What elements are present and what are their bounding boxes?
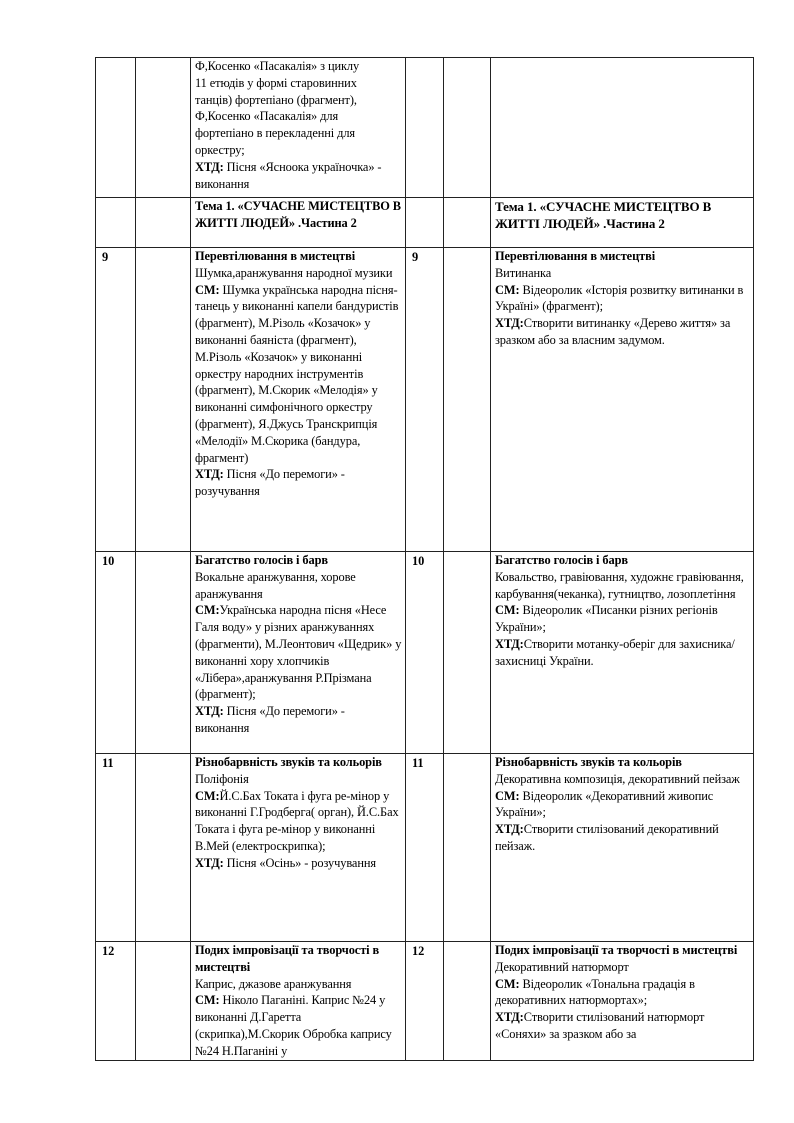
art-lesson-subtitle: Витинанка xyxy=(495,265,552,280)
music-lesson-subtitle: Каприс, джазове аранжування xyxy=(195,976,352,991)
htd-text: Пісня «Ясноока україночка» - виконання xyxy=(195,159,382,191)
cm-label: СМ: xyxy=(195,603,220,618)
lesson-number-music: 11 xyxy=(96,754,136,942)
lesson-number-music: 12 xyxy=(96,942,136,1061)
date-cell-music xyxy=(136,942,191,1061)
art-lesson-subtitle: Декоративна композиція, декоративний пейзаж xyxy=(495,771,740,786)
music-theme-title: Тема 1. «СУЧАСНЕ МИСТЕЦТВО В ЖИТТІ ЛЮДЕЙ» .Частина 2 xyxy=(191,198,406,248)
htd-label: ХТД: xyxy=(495,1010,524,1025)
lesson-number-art xyxy=(406,58,444,198)
music-lesson-title: Подих імпровізації та творчості в мистецтві xyxy=(195,943,380,974)
cm-text: Й.С.Бах Токата і фуга ре-мінор у виконанні Г.Гродберга( орган), Й.С.Бах Токата і фуга ре-мінор у виконанні В.Мей (електроскрипка); xyxy=(195,788,399,853)
htd-label: ХТД: xyxy=(495,316,524,331)
cm-label: СМ: xyxy=(195,282,220,297)
htd-label: ХТД: xyxy=(195,704,224,719)
htd-text: Створити мотанку-оберіг для захисника/захисниці України. xyxy=(495,636,735,668)
htd-label: ХТД: xyxy=(195,467,224,482)
cm-text: Відеоролик «Декоративний живопис України»; xyxy=(495,788,714,820)
music-content-cell xyxy=(191,754,406,942)
htd-text: Пісня «До перемоги» - розучування xyxy=(195,467,345,499)
cm-label: СМ: xyxy=(495,603,520,618)
date-cell-music xyxy=(136,248,191,552)
table-row-lesson-11 xyxy=(96,754,754,942)
empty-cell xyxy=(136,198,191,248)
date-cell-art xyxy=(444,248,491,552)
date-cell-art xyxy=(444,58,491,198)
music-lesson-subtitle: Вокальне аранжування, хорове аранжування xyxy=(195,569,356,601)
music-text-line: танців) фортепіано (фрагмент), xyxy=(195,92,357,107)
htd-text: Створити стилізований натюрморт «Соняхи» за зразком або за xyxy=(495,1010,705,1041)
date-cell-music xyxy=(136,58,191,198)
curriculum-page xyxy=(95,57,753,1061)
table-row-continuation xyxy=(96,58,754,198)
lesson-number-art: 11 xyxy=(406,754,444,942)
cm-text: Ніколо Паганіні. Каприс №24 у виконанні Д.Гаретта (скрипка),М.Скорик Обробка капрису №24 Н.Паганіні у xyxy=(195,993,392,1058)
table-row-lesson-9 xyxy=(96,248,754,552)
table-row-lesson-12 xyxy=(96,942,754,1061)
art-theme-title: Тема 1. «СУЧАСНЕ МИСТЕЦТВО В ЖИТТІ ЛЮДЕЙ» .Частина 2 xyxy=(491,198,754,248)
art-content-cell xyxy=(491,58,754,198)
htd-text: Створити витинанку «Дерево життя» за зразком або за власним задумом. xyxy=(495,316,731,347)
htd-text: Пісня «До перемоги» - виконання xyxy=(195,704,345,735)
art-content-cell xyxy=(491,942,754,1061)
htd-label: ХТД: xyxy=(195,855,224,870)
cm-text: Відеоролик «Тональна градація в декоративних натюрмортах»; xyxy=(495,976,695,1008)
cm-label: СМ: xyxy=(495,976,520,991)
htd-label: ХТД: xyxy=(495,636,524,651)
music-content-cell xyxy=(191,248,406,552)
empty-cell xyxy=(406,198,444,248)
cm-text: Відеоролик «Писанки різних регіонів України»; xyxy=(495,603,718,635)
art-lesson-subtitle: Ковальство, гравіювання, художнє гравіювання, карбування(чеканка), гутництво, лозоплетіння xyxy=(495,569,744,601)
cm-text: Шумка українська народна пісня-танець у виконанні капели бандуристів (фрагмент), М.Різоль «Козачок» у виконанні баяніста (фрагмент), М.Різоль «Козачок» у виконанні оркестру народних інструментів (фрагмент), М.Скорик «Мелодія» у виконанні симфонічного оркестру (фрагмент), Я.Джусь Транскрипція «Мелодії» М.Скорика (бандура, фрагмент) xyxy=(195,282,399,465)
lesson-number-art: 10 xyxy=(406,552,444,754)
art-lesson-title: Багатство голосів і барв xyxy=(495,553,628,567)
date-cell-art xyxy=(444,552,491,754)
art-content-cell xyxy=(491,248,754,552)
htd-label: ХТД: xyxy=(495,822,524,837)
cm-label: СМ: xyxy=(495,788,520,803)
htd-label: ХТД: xyxy=(195,159,224,174)
date-cell-music xyxy=(136,754,191,942)
empty-cell xyxy=(444,198,491,248)
cm-text: Відеоролик «Історія розвитку витинанки в Україні» (фрагмент); xyxy=(495,282,744,314)
music-content-cell xyxy=(191,552,406,754)
art-lesson-title: Перевтілювання в мистецтві xyxy=(495,249,656,263)
music-lesson-subtitle: Поліфонія xyxy=(195,771,249,786)
music-lesson-title: Перевтілювання в мистецтві xyxy=(195,249,356,263)
date-cell-art xyxy=(444,942,491,1061)
art-lesson-title: Різнобарвність звуків та кольорів xyxy=(495,755,682,769)
table-row-lesson-10 xyxy=(96,552,754,754)
music-text-line: Ф,Косенко «Пасакалія» для xyxy=(195,109,339,124)
art-content-cell xyxy=(491,754,754,942)
art-lesson-title: Подих імпровізації та творчості в мистецтві xyxy=(495,943,738,957)
cm-label: СМ: xyxy=(495,282,520,297)
cm-label: СМ: xyxy=(195,993,220,1008)
date-cell-art xyxy=(444,754,491,942)
curriculum-table xyxy=(95,57,754,1061)
cm-text: Українська народна пісня «Несе Галя воду» у різних аранжуваннях (фрагменти), М.Леонтович «Щедрик» у виконанні хору хлопчиків «Лібера»,аранжування Р.Прізмана (фрагмент); xyxy=(195,603,402,702)
music-lesson-title: Різнобарвність звуків та кольорів xyxy=(195,755,382,769)
music-content-cell xyxy=(191,58,406,198)
cm-label: СМ: xyxy=(195,788,220,803)
music-text-line: Ф,Косенко «Пасакалія» з циклу xyxy=(195,59,360,73)
lesson-number-art: 12 xyxy=(406,942,444,1061)
htd-text: Пісня «Осінь» - розучування xyxy=(223,855,376,870)
music-text-line: фортепіано в перекладенні для xyxy=(195,126,356,141)
lesson-number-art: 9 xyxy=(406,248,444,552)
lesson-number-music: 10 xyxy=(96,552,136,754)
lesson-number-music: 9 xyxy=(96,248,136,552)
music-text-line: 11 етюдів у формі старовинних xyxy=(195,75,357,90)
music-text-line: оркестру; xyxy=(195,142,245,157)
music-content-cell xyxy=(191,942,406,1061)
htd-text: Створити стилізований декоративний пейзаж. xyxy=(495,822,719,853)
date-cell-music xyxy=(136,552,191,754)
music-lesson-subtitle: Шумка,аранжування народної музики xyxy=(195,265,393,280)
music-lesson-title: Багатство голосів і барв xyxy=(195,553,328,567)
art-content-cell xyxy=(491,552,754,754)
art-lesson-subtitle: Декоративний натюрморт xyxy=(495,959,629,974)
table-row-theme xyxy=(96,198,754,248)
lesson-number-music xyxy=(96,58,136,198)
empty-cell xyxy=(96,198,136,248)
